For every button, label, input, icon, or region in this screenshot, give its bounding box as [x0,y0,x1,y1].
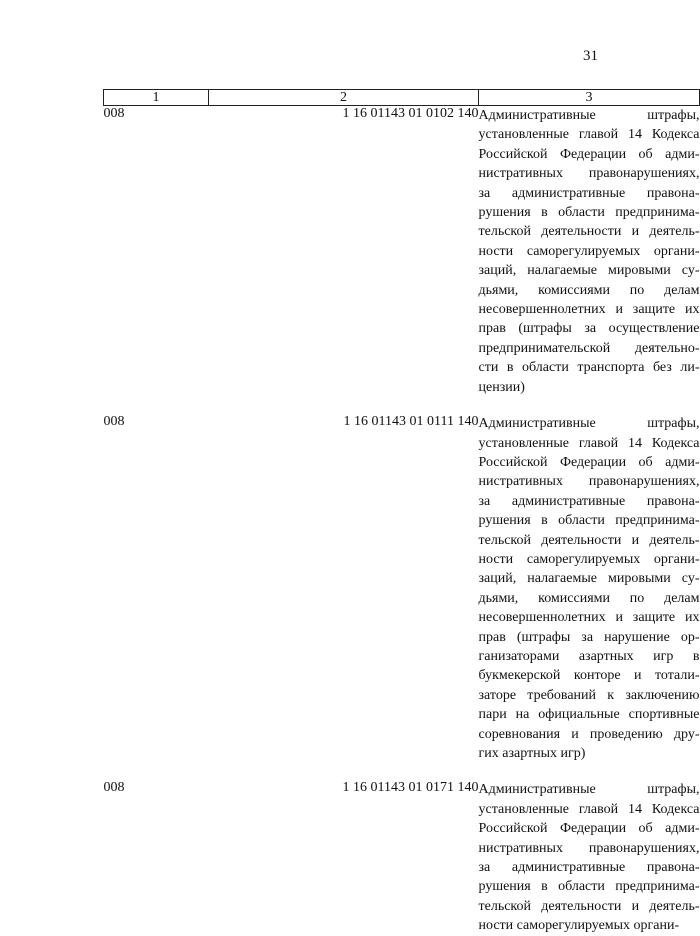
description-line: гих азартных игр) [478,746,586,761]
description-line: заторе требований к заключению [478,687,700,703]
header-col-3: 3 [479,90,700,106]
description-line: тельской деятельности и деятель- [478,224,700,240]
description-line: пари на официальные спортивные [478,707,700,723]
description-line: за административные правона- [478,185,700,201]
description-line: заций, налагаемые мировыми су- [478,571,700,587]
description-line: Административные штрафы, [478,108,700,123]
description-line: дьями, комиссиями по делам [478,282,700,298]
description-cell [479,414,700,763]
description-line: установленные главой 14 Кодекса [478,127,700,143]
budget-codes-table [103,89,700,936]
description-line: дьями, комиссиями по делам [478,590,700,606]
description-line: тельской деятельности и деятель- [478,532,700,548]
description-line: прав (штрафы за нарушение ор- [478,629,700,645]
description-cell [479,106,700,398]
description-line: соревнования и проведению дру- [478,726,700,742]
row-spacer [104,397,700,414]
budget-classification-code-cell: 1 16 01143 01 0171 140 [342,780,479,796]
table-row [104,414,700,763]
description-line: прав (штрафы за осуществление [478,321,700,337]
description-line: тельской деятельности и деятель- [478,898,700,914]
description-line: букмекерской конторе и тотали- [478,668,700,684]
description-line: рушения в области предпринима- [478,513,700,529]
description-line: рушения в области предпринима- [478,879,700,895]
description-line: несовершеннолетних и защите их [478,302,700,318]
description-line: за административные правона- [478,493,700,509]
budget-classification-code-cell: 1 16 01143 01 0102 140 [342,106,479,121]
description-line: нистративных правонарушениях, [478,474,700,490]
header-col-2: 2 [209,90,479,106]
header-col-1: 1 [104,90,209,106]
table-body [104,106,700,936]
description-line: нистративных правонарушениях, [478,166,700,182]
page-number: 31 [583,48,598,64]
description-line: цензии) [478,379,525,395]
description-line: Административные штрафы, [478,416,700,432]
description-line: несовершеннолетних и защите их [478,610,700,626]
description-line: ганизаторами азартных игр в [478,648,700,664]
description-line: сти в области транспорта без ли- [478,360,700,376]
admin-code-cell: 008 [103,106,125,121]
description-line: Российской Федерации об адми- [478,146,700,162]
description-line: ности саморегулируемых органи- [478,243,700,259]
description-line: нистративных правонарушениях, [478,840,700,856]
table-row [104,780,700,935]
description-line: Российской Федерации об адми- [478,454,700,470]
description-line: Российской Федерации об адми- [478,821,700,837]
description-line: ности саморегулируемых органи- [478,551,700,567]
description-line: за административные правона- [478,860,700,876]
description-line: Административные штрафы, [478,782,700,798]
row-spacer [104,763,700,780]
budget-classification-code-cell: 1 16 01143 01 0111 140 [343,414,479,430]
table-header [104,90,700,106]
description-line: установленные главой 14 Кодекса [478,801,700,817]
admin-code-cell: 008 [103,414,125,430]
description-line: установленные главой 14 Кодекса [478,435,700,451]
description-line: ности саморегулируемых органи- [478,918,680,934]
description-line: предпринимательской деятельно- [478,340,700,356]
description-cell [479,780,700,935]
admin-code-cell: 008 [103,780,125,796]
table-row [104,106,700,398]
description-line: заций, налагаемые мировыми су- [478,263,700,279]
description-line: рушения в области предпринима- [478,205,700,221]
